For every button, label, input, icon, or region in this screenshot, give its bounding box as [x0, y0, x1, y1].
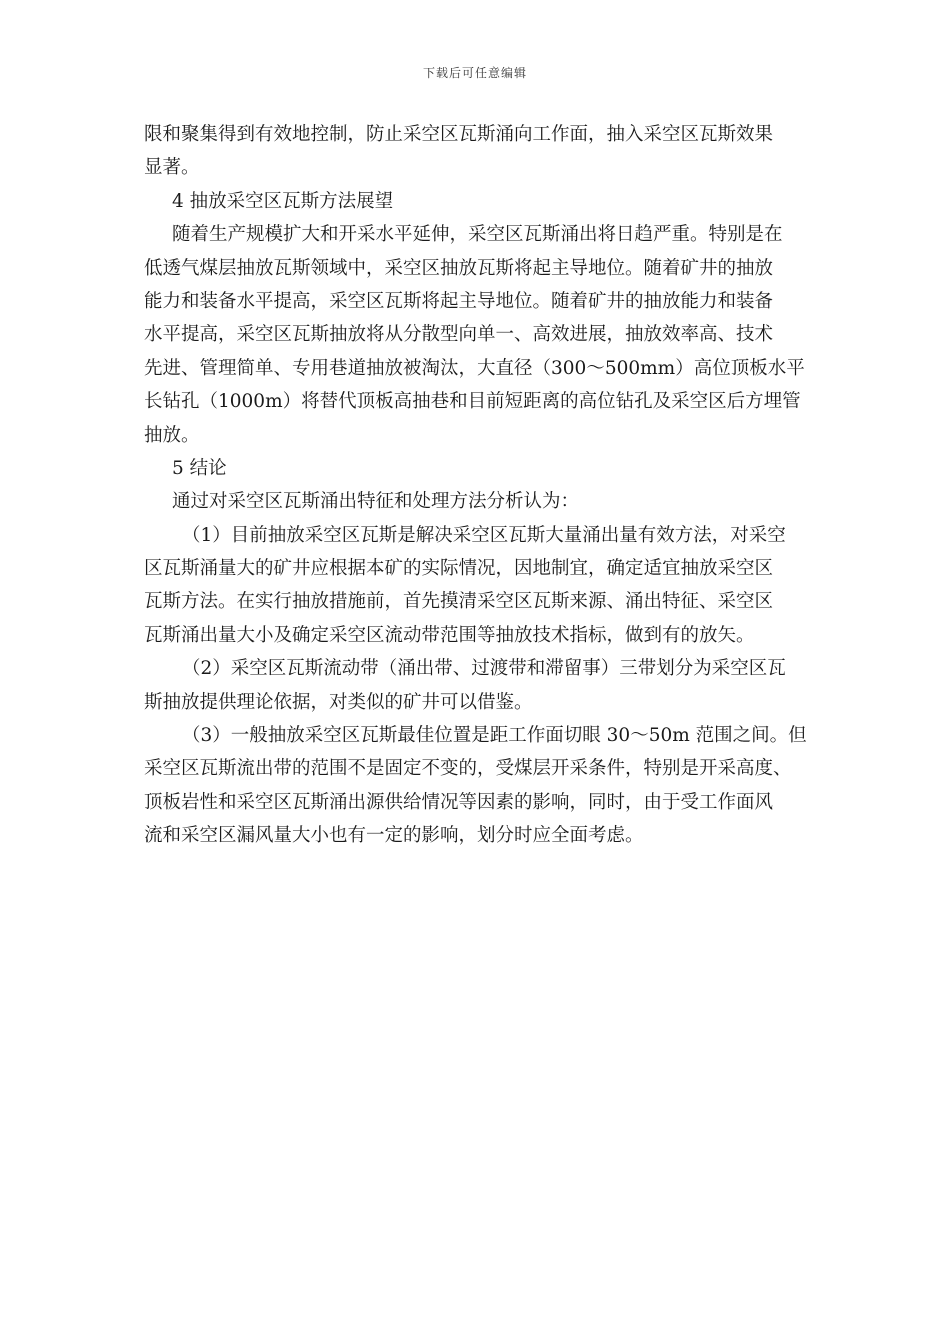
text-line: 瓦斯涌出量大小及确定采空区流动带范围等抽放技术指标，做到有的放矢。	[144, 624, 755, 646]
text-line: 长钻孔（1000m）将替代顶板高抽巷和目前短距离的高位钻孔及采空区后方埋管	[144, 391, 801, 413]
page-header: 下载后可任意编辑	[422, 66, 527, 80]
text-line: 显著。	[144, 157, 200, 179]
text-line: 随着生产规模扩大和开采水平延伸，采空区瓦斯涌出将日趋严重。特别是在	[172, 224, 783, 246]
text-line: 斯抽放提供理论依据，对类似的矿井可以借鉴。	[144, 691, 533, 713]
list-item-3: （3）一般抽放采空区瓦斯最佳位置是距工作面切眼 30～50m 范围之间。但	[182, 725, 807, 747]
text-line: 水平提高，采空区瓦斯抽放将从分散型向单一、高效进展，抽放效率高、技术	[144, 324, 774, 346]
text-line: 瓦斯方法。在实行抽放措施前，首先摸清采空区瓦斯来源、涌出特征、采空区	[144, 591, 774, 613]
list-item-1: （1）目前抽放采空区瓦斯是解决采空区瓦斯大量涌出量有效方法，对采空	[182, 524, 786, 546]
text-line: 能力和装备水平提高，采空区瓦斯将起主导地位。随着矿井的抽放能力和装备	[144, 290, 774, 312]
section-heading: 4 抽放采空区瓦斯方法展望	[172, 190, 394, 212]
list-item-2: （2）采空区瓦斯流动带（涌出带、过渡带和滞留事）三带划分为采空区瓦	[182, 658, 786, 680]
text-line: 抽放。	[144, 424, 200, 446]
text-line: 采空区瓦斯流出带的范围不是固定不变的，受煤层开采条件，特别是开采高度、	[144, 758, 792, 780]
text-line: 通过对采空区瓦斯涌出特征和处理方法分析认为：	[172, 491, 580, 513]
section-heading: 5 结论	[172, 457, 227, 479]
text-line: 低透气煤层抽放瓦斯领域中，采空区抽放瓦斯将起主导地位。随着矿井的抽放	[144, 257, 774, 279]
text-line: 顶板岩性和采空区瓦斯涌出源供给情况等因素的影响，同时，由于受工作面风	[144, 791, 774, 813]
text-line: 流和采空区漏风量大小也有一定的影响，划分时应全面考虑。	[144, 825, 644, 847]
text-line: 先进、管理简单、专用巷道抽放被淘汰，大直径（300～500mm）高位顶板水平	[144, 357, 805, 379]
text-line: 区瓦斯涌量大的矿井应根据本矿的实际情况，因地制宜，确定适宜抽放采空区	[144, 558, 774, 580]
document-body	[144, 118, 812, 853]
text-line: 限和聚集得到有效地控制，防止采空区瓦斯涌向工作面，抽入采空区瓦斯效果	[144, 124, 774, 145]
